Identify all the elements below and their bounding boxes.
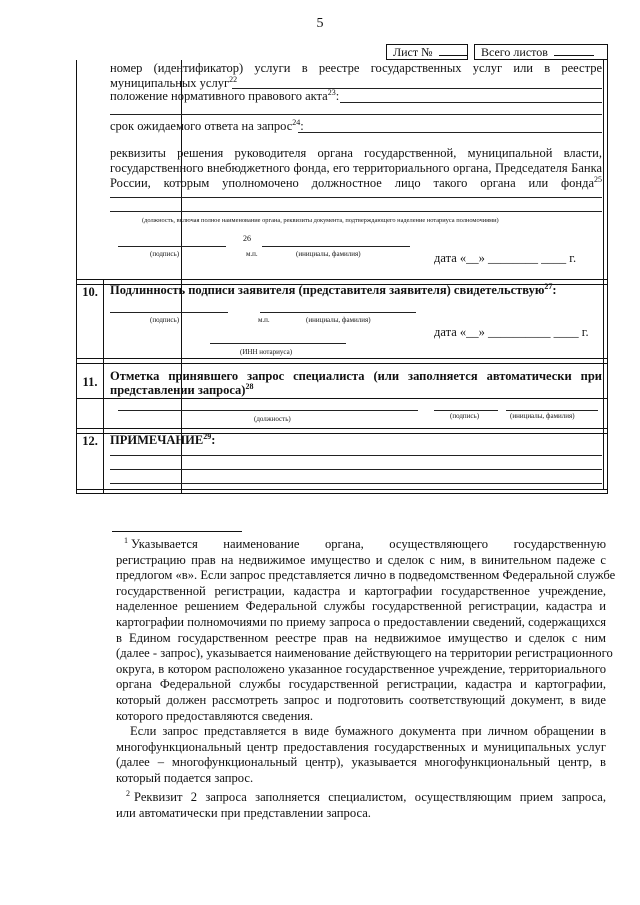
footnote-line <box>116 693 606 709</box>
footnote-line <box>116 790 606 806</box>
notary-signature-caption: (подпись) <box>150 316 180 324</box>
row-12-title: ПРИМЕЧАНИЕ$^{29}$: <box>110 431 216 447</box>
response-period-field[interactable] <box>298 132 602 133</box>
signature-field[interactable] <box>118 246 226 247</box>
footnote-line <box>116 631 606 647</box>
row-divider <box>77 489 607 490</box>
footnote-line-text: наделенное решением Федеральной службы государственной регистрации, кадастра и <box>116 599 606 614</box>
position-field[interactable] <box>110 211 602 212</box>
sheet-number-box <box>386 44 468 60</box>
row-11-title-line2: представлении запроса)$^{28}$ <box>110 381 254 397</box>
footnote-line-text: Реквизит 2 запроса заполняется специалистом, осуществляющим прием запроса, <box>134 790 606 804</box>
specialist-signature-field[interactable] <box>434 410 498 411</box>
requisites-line1: реквизиты решения руководителя органа государственной, муниципальной власти, <box>110 146 602 160</box>
row-11-title-line1: Отметка принявшего запрос специалиста (или заполняется автоматически при <box>110 369 602 383</box>
row-11-number: 11. <box>82 375 98 389</box>
footnote-line-text: Если запрос представляется в виде бумажного документа при личном обращении в <box>130 724 606 738</box>
initials-field[interactable] <box>262 246 410 247</box>
page-number: 5 <box>316 16 324 31</box>
footnote-line-text: государственной регистрации, кадастра и картографии государственное учреждение, <box>116 583 606 598</box>
footnote-line-text: многофункциональный центр предоставления государственных и муниципальных услуг <box>116 739 606 754</box>
footnote-line <box>116 568 616 584</box>
footnote-line-text: или автоматически при представлении запроса. <box>116 805 371 820</box>
footnote-line <box>116 584 606 600</box>
footnote-line <box>116 646 613 662</box>
footnote-line-text: предлогом «в». Если запрос представляется лично в подведомственном Федеральной службе <box>116 568 616 583</box>
sheet-number-label: Лист № <box>393 45 433 59</box>
requisites-line2: государственного внебюджетного фонда, его территориального органа, Председателя Банка <box>110 161 602 175</box>
footnote-line-text: (далее – многофункциональный центр), указывается многофункциональный центр, в <box>116 755 606 770</box>
specialist-position-field[interactable] <box>118 410 418 411</box>
specialist-position-caption: (должность) <box>254 415 291 423</box>
sheet-number-field[interactable] <box>439 45 467 56</box>
row-divider <box>77 363 607 364</box>
position-caption: (должность, включая полное наименование органа, реквизиты документа, подтверждающего наделение нотариуса полномочиями) <box>142 217 499 224</box>
specialist-initials-caption: (инициалы, фамилия) <box>510 412 575 420</box>
notary-initials-caption: (инициалы, фамилия) <box>306 316 371 324</box>
service-id-line2: муниципальных услуг$^{22}$ <box>110 74 238 90</box>
row-10-title: Подлинность подписи заявителя (представителя заявителя) свидетельствую$^{27}$: <box>110 281 557 297</box>
specialist-initials-field[interactable] <box>506 410 598 411</box>
mp-caption: м.п. <box>246 250 258 258</box>
requisites-field[interactable] <box>110 197 602 198</box>
date-field[interactable]: дата «__» ________ ____ г. <box>434 251 577 265</box>
row-divider <box>77 358 607 359</box>
footnote-line <box>116 553 606 569</box>
signature-caption: (подпись) <box>150 250 180 258</box>
footnote-line-text: регистрацию прав на недвижимое имущество и сделок с ним, в винительном падеже с <box>116 552 606 567</box>
footnote-line-text: которого предоставляются сведения. <box>116 708 314 723</box>
row-divider <box>77 398 607 399</box>
footnote-line-text: (далее - запрос), указывается наименование действующего на территории регистрационного <box>116 646 613 661</box>
footnote-line <box>116 599 606 615</box>
footnote-1-paragraph-2 <box>116 724 606 786</box>
total-sheets-field[interactable] <box>554 45 594 56</box>
notary-inn-caption: (ИНН нотариуса) <box>240 348 293 356</box>
requisites-sup: 25 <box>594 175 602 184</box>
footnote-line-text: картографии полномочиями по приему запроса о предоставлении сведений, содержащихся <box>116 614 606 629</box>
notary-mp-caption: м.п. <box>258 316 270 324</box>
total-sheets-box <box>474 44 608 60</box>
service-id-line1: номер (идентификатор) услуги в реестре государственных услуг или в реестре <box>110 61 602 75</box>
response-period-label: срок ожидаемого ответа на запрос$^{24}$: <box>110 117 304 133</box>
footnote-line <box>116 740 606 756</box>
specialist-signature-caption: (подпись) <box>450 412 480 420</box>
total-sheets-label: Всего листов <box>481 45 548 59</box>
footnote-line-text: который подается запрос. <box>116 770 254 785</box>
footnote-mark: 2 <box>126 788 130 798</box>
footnote-line-text: в Едином государственном реестре прав на недвижимое имущество и сделок с ним <box>116 630 606 645</box>
notary-date-field[interactable]: дата «__» __________ ____ г. <box>434 325 589 339</box>
footnote-2 <box>116 790 606 821</box>
note-line-1[interactable] <box>110 455 602 456</box>
footnote-mark: 1 <box>124 535 128 545</box>
footnote-line <box>116 771 606 787</box>
footnote-separator <box>112 531 242 532</box>
footnote-line <box>116 677 606 693</box>
normative-act-label: положение нормативного правового акта$^{23}$: <box>110 87 340 103</box>
footnote-line <box>116 662 606 678</box>
footnote-1-continued <box>116 724 606 786</box>
stamp-sup: 26 <box>243 234 251 243</box>
notary-inn-field[interactable] <box>210 343 346 344</box>
footnote-line-text: который должен рассмотреть запрос и подготовить соответствующий документ, в виде <box>116 692 606 707</box>
footnote-line <box>116 615 606 631</box>
footnote-line <box>116 806 606 822</box>
row-12-number: 12. <box>82 434 98 448</box>
requisites-line3: России, которым уполномочено должностное лицо такого органа или фонда <box>110 176 594 190</box>
footnote-1 <box>116 535 616 724</box>
footnote-line-text: Указывается наименование органа, осуществляющего государственную <box>131 537 606 551</box>
initials-caption: (инициалы, фамилия) <box>296 250 361 258</box>
footnote-2-text <box>116 790 606 821</box>
footnote-line-text: округа, в котором расположено указанное государственное учреждение, территориального <box>116 661 606 676</box>
footnote-line-text: органа Федеральной службы государственной регистрации, кадастра и картографии, <box>116 677 606 692</box>
note-line-2[interactable] <box>110 469 602 470</box>
notary-initials-field[interactable] <box>260 312 416 313</box>
row-divider <box>77 428 607 429</box>
footnote-line <box>116 537 606 553</box>
normative-act-field[interactable] <box>340 102 602 103</box>
row-divider <box>77 279 607 280</box>
note-line-3[interactable] <box>110 483 602 484</box>
notary-signature-field[interactable] <box>110 312 228 313</box>
footnote-line <box>116 709 606 725</box>
footnote-1-paragraph-1 <box>116 535 616 724</box>
footnote-line <box>116 724 606 740</box>
footnote-line <box>116 755 606 771</box>
normative-act-field-2[interactable] <box>110 114 602 115</box>
row-10-number: 10. <box>82 285 98 299</box>
